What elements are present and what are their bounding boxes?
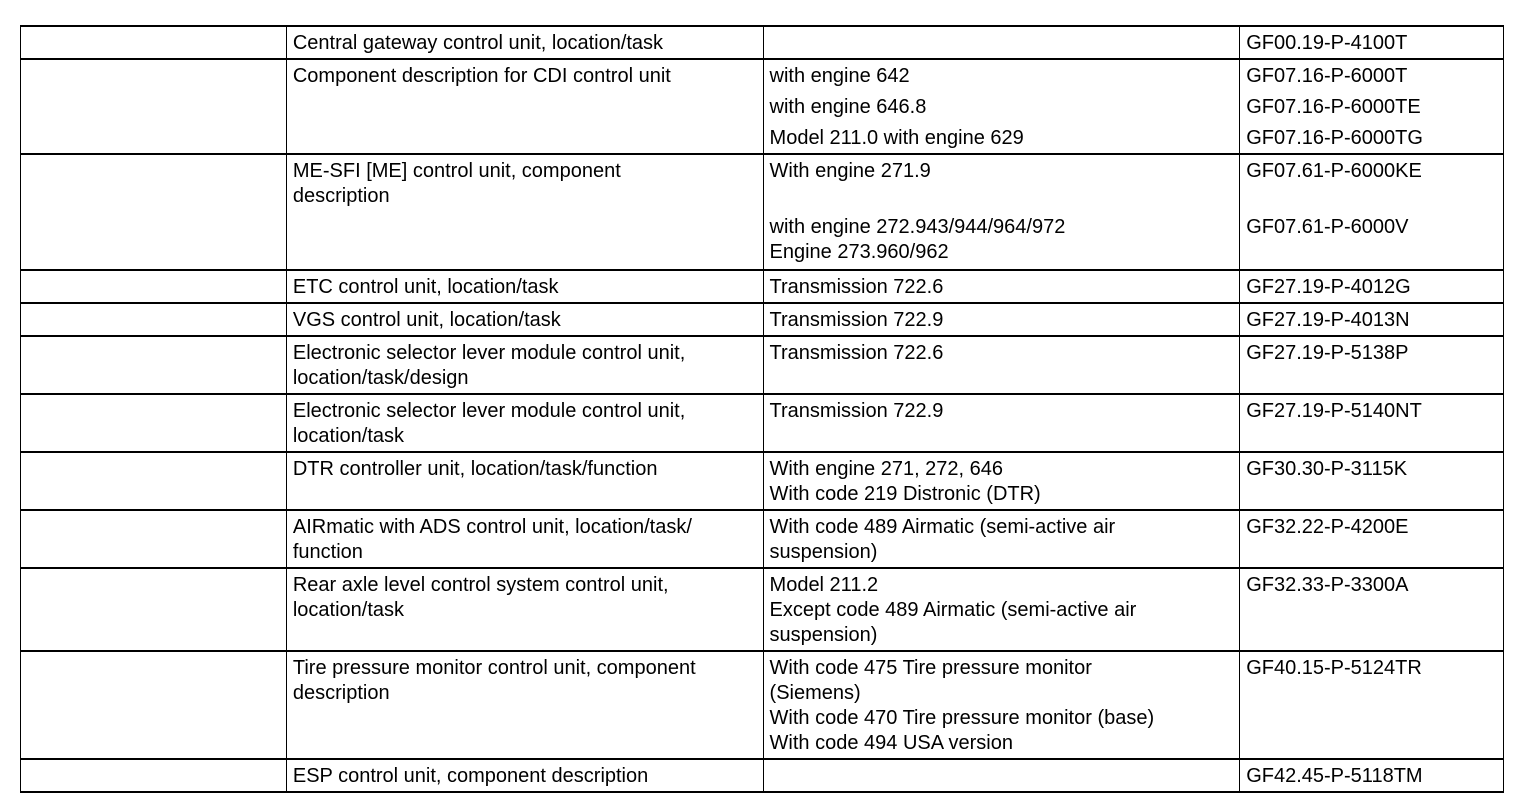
document-cell [1240, 568, 1504, 651]
blank-cell [21, 759, 287, 792]
document-cell [1240, 26, 1504, 59]
document-cell [1240, 154, 1504, 211]
condition-text: With engine 271.9 [769, 160, 931, 182]
document-cell [1240, 59, 1504, 91]
table-row [21, 759, 1504, 792]
blank-cell [21, 270, 287, 303]
condition-text: Except code 489 Airmatic (semi-active air [769, 599, 1137, 621]
component-text: description [292, 682, 390, 704]
document-number[interactable]: GF32.22-P-4200E [1246, 516, 1409, 538]
component-text: Component description for CDI control unit [292, 65, 671, 87]
document-number[interactable]: GF30.30-P-3115K [1246, 458, 1408, 480]
blank-cell [21, 452, 287, 510]
component-cell [286, 211, 763, 270]
condition-cell [763, 452, 1240, 510]
table-row [21, 452, 1504, 510]
condition-text: with engine 646.8 [769, 96, 927, 118]
document-cell [1240, 211, 1504, 270]
document-number[interactable]: GF00.19-P-4100T [1246, 32, 1408, 54]
document-number[interactable]: GF07.16-P-6000TG [1246, 127, 1423, 149]
table-row [21, 510, 1504, 568]
condition-text: Transmission 722.6 [769, 342, 944, 364]
document-number[interactable]: GF27.19-P-5140NT [1246, 400, 1422, 422]
condition-text: With code 470 Tire pressure monitor (base) [769, 707, 1155, 729]
blank-cell [21, 651, 287, 759]
condition-cell [763, 568, 1240, 651]
document-number[interactable]: GF27.19-P-4013N [1246, 309, 1410, 331]
component-text: Electronic selector lever module control unit, [292, 342, 686, 364]
condition-text: Transmission 722.9 [769, 400, 944, 422]
document-cell [1240, 759, 1504, 792]
component-cell [286, 394, 763, 452]
blank-cell [21, 154, 287, 211]
document-number[interactable]: GF32.33-P-3300A [1246, 574, 1409, 596]
condition-cell [763, 211, 1240, 270]
component-text: location/task [292, 599, 405, 621]
component-text: location/task [292, 425, 405, 447]
condition-cell [763, 26, 1240, 59]
table-row [21, 336, 1504, 394]
table-row [21, 303, 1504, 336]
table-row [21, 651, 1504, 759]
component-text: ESP control unit, component description [292, 765, 649, 787]
component-text: VGS control unit, location/task [292, 309, 561, 331]
document-cell [1240, 651, 1504, 759]
document-number[interactable]: GF07.16-P-6000TE [1246, 96, 1421, 118]
component-cell [286, 26, 763, 59]
table-row [21, 154, 1504, 211]
document-cell [1240, 394, 1504, 452]
component-text: description [292, 185, 390, 207]
condition-text: with engine 642 [769, 65, 910, 87]
condition-text: Model 211.2 [769, 574, 879, 596]
blank-cell [21, 568, 287, 651]
condition-text: With engine 271, 272, 646 [769, 458, 1004, 480]
condition-cell [763, 336, 1240, 394]
document-cell [1240, 303, 1504, 336]
table-row [21, 211, 1504, 270]
document-number[interactable]: GF07.61-P-6000KE [1246, 160, 1422, 182]
document-cell [1240, 510, 1504, 568]
component-text: Electronic selector lever module control unit, [292, 400, 686, 422]
component-cell [286, 91, 763, 122]
component-text: function [292, 541, 363, 563]
condition-cell [763, 59, 1240, 91]
blank-cell [21, 59, 287, 91]
document-cell [1240, 336, 1504, 394]
blank-cell [21, 303, 287, 336]
document-number[interactable]: GF07.61-P-6000V [1246, 216, 1409, 238]
component-cell [286, 452, 763, 510]
component-text: Rear axle level control system control unit, [292, 574, 669, 596]
condition-text: (Siemens) [769, 682, 861, 704]
condition-text: Engine 273.960/962 [769, 241, 949, 263]
blank-cell [21, 336, 287, 394]
component-cell [286, 303, 763, 336]
component-text: AIRmatic with ADS control unit, location/task/ [292, 516, 692, 538]
component-text: ETC control unit, location/task [292, 276, 559, 298]
table-row [21, 26, 1504, 59]
condition-cell [763, 91, 1240, 122]
document-cell [1240, 122, 1504, 154]
component-cell [286, 759, 763, 792]
blank-cell [21, 211, 287, 270]
condition-text: Model 211.0 with engine 629 [769, 127, 1024, 149]
condition-cell [763, 394, 1240, 452]
component-cell [286, 510, 763, 568]
component-cell [286, 336, 763, 394]
condition-cell [763, 759, 1240, 792]
condition-cell [763, 270, 1240, 303]
table-row [21, 270, 1504, 303]
condition-cell [763, 303, 1240, 336]
component-text: location/task/design [292, 367, 469, 389]
component-text: DTR controller unit, location/task/function [292, 458, 658, 480]
component-text: Tire pressure monitor control unit, component [292, 657, 696, 679]
document-number[interactable]: GF27.19-P-4012G [1246, 276, 1411, 298]
condition-text: With code 494 USA version [769, 732, 1013, 754]
condition-text: suspension) [769, 624, 878, 646]
component-cell [286, 154, 763, 211]
table-row [21, 91, 1504, 122]
condition-text: suspension) [769, 541, 878, 563]
component-cell [286, 122, 763, 154]
condition-text: Transmission 722.6 [769, 276, 944, 298]
condition-cell [763, 651, 1240, 759]
document-cell [1240, 91, 1504, 122]
table-row [21, 59, 1504, 91]
document-cell [1240, 452, 1504, 510]
component-cell [286, 59, 763, 91]
condition-text: With code 219 Distronic (DTR) [769, 483, 1041, 505]
component-reference-table [20, 25, 1504, 793]
blank-cell [21, 510, 287, 568]
condition-text: With code 489 Airmatic (semi-active air [769, 516, 1116, 538]
component-text: Central gateway control unit, location/task [292, 32, 664, 54]
blank-cell [21, 26, 287, 59]
blank-cell [21, 394, 287, 452]
condition-text: with engine 272.943/944/964/972 [769, 216, 1066, 238]
document-number[interactable]: GF40.15-P-5124TR [1246, 657, 1422, 679]
blank-cell [21, 122, 287, 154]
document-number[interactable]: GF07.16-P-6000T [1246, 65, 1408, 87]
condition-text: Transmission 722.9 [769, 309, 944, 331]
document-number[interactable]: GF42.45-P-5118TM [1246, 765, 1423, 787]
table-row [21, 394, 1504, 452]
component-cell [286, 270, 763, 303]
condition-text: With code 475 Tire pressure monitor [769, 657, 1092, 679]
table-row [21, 122, 1504, 154]
component-cell [286, 651, 763, 759]
table-row [21, 568, 1504, 651]
blank-cell [21, 91, 287, 122]
condition-cell [763, 510, 1240, 568]
document-number[interactable]: GF27.19-P-5138P [1246, 342, 1409, 364]
condition-cell [763, 154, 1240, 211]
document-cell [1240, 270, 1504, 303]
condition-cell [763, 122, 1240, 154]
component-cell [286, 568, 763, 651]
component-text: ME-SFI [ME] control unit, component [292, 160, 621, 182]
